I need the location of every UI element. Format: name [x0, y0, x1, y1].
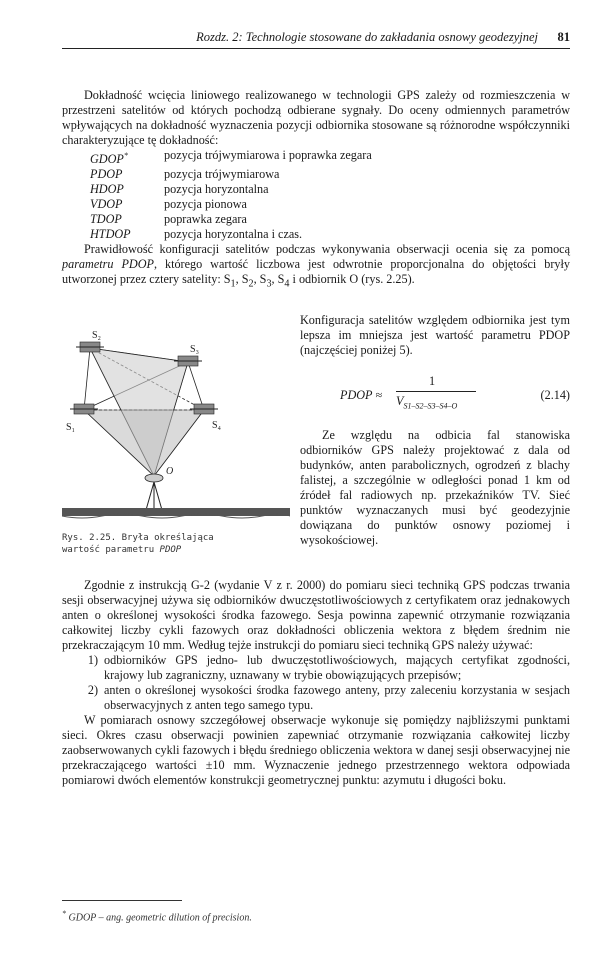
g2-section: [62, 578, 570, 788]
edge-s3-s4: [188, 362, 204, 410]
param-name: VDOP: [90, 197, 123, 212]
figure-2-25: [62, 318, 290, 530]
footnote-divider: [62, 900, 182, 901]
param-desc: pozycja horyzontalna: [164, 182, 269, 197]
running-title: Rozdz. 2: Technologie stosowane do zakładania osnowy geodezyjnej: [196, 30, 538, 44]
dop-parameter-list: [62, 148, 570, 242]
g2-paragraph: Zgodnie z instrukcją G-2 (wydanie V z r. 2000) do pomiaru sieci techniką GPS podczas trwania sesji obserwacyjnej używa się odbiorników dwuczęstotliwościowych z certyfikatem oraz jednakowych anten o określonej wysokości środka fazowego. Sesja powinna zapewnić otrzymanie rozwiązania całkowitej liczby cykli fazowych oraz dokładności obliczenia wektora z błędem średnim nie przekraczającym 10 mm. Według tejże instrukcji do pomiaru sieci techniką GPS należy używać:: [62, 578, 570, 652]
running-header: [62, 30, 570, 49]
satellite-s4: [190, 404, 218, 414]
list-item-text: anten o określonej wysokości środka fazowego anteny, przy zaleceniu korzystania w sesjach obserwacyjnych z anten tego samego typu.: [104, 683, 570, 712]
subscript: 2: [248, 278, 254, 290]
formula-2-14: [300, 374, 570, 418]
footnote-text: GDOP – ang. geometric dilution of precision.: [68, 912, 252, 924]
subscript: 1: [230, 278, 236, 290]
receiver-tripod: [145, 474, 163, 510]
page-number: 81: [557, 30, 570, 44]
param-name: HDOP: [90, 182, 124, 197]
pdop-paragraph: Prawidłowość konfiguracji satelitów podczas wykonywania obserwacji ocenia się za pomocą parametru PDOP, którego wartość liczbowa jest odwrotnie proporcjonalna do objętości bryły utworzonej przez cztery satelity: $S_1$, $S_2$, $S_3$, $S_4$ i odbiornik O (rys. 2.25).: [62, 242, 570, 290]
list-item-text: odbiorników GPS jedno- lub dwuczęstotliwościowych, mających certyfikat zgodności, krajowy lub zagraniczny, uznawany w trybie obowiązujących przepisów;: [104, 653, 570, 682]
list-item: [62, 653, 570, 683]
text-run: Prawidłowość konfiguracji satelitów podczas wykonywania obserwacji ocenia się za pomocą: [84, 242, 570, 257]
param-name: GDOP: [90, 152, 124, 167]
param-row: [62, 148, 570, 167]
pdop-right-text: Konfiguracja satelitów względem odbiornika jest tym lepsza im mniejsza jest wartość parametru PDOP (najczęściej poniżej 5).: [300, 313, 570, 357]
footnote-marker: *: [62, 909, 66, 918]
param-row: [62, 167, 570, 182]
param-desc: poprawka zegara: [164, 212, 247, 227]
emphasis: parametru PDOP: [62, 257, 154, 272]
formula-numerator: 1: [429, 374, 436, 388]
param-name: PDOP: [90, 167, 123, 182]
list-marker: 2): [87, 683, 98, 697]
detail-network-paragraph: W pomiarach osnowy szczegółowej obserwacje wykonuje się pomiędzy najbliższymi punktami sieci. Okres czasu obserwacji powinien zapewniać otrzymanie rozwiązania całkowitej liczby zaobserwowanych cykli fazowych i błędu średniego obliczenia wektora w danej sesji obserwacyjnej nie przekraczającego wartości ±10 mm. Wyznaczenie jednego przestrzennego wektora odpowiada pomiarowi dwóch elementów konstrukcji geometrycznej punktu: azymutu i długości boku.: [62, 713, 570, 787]
intro-section: [62, 88, 570, 292]
denominator-subscript: S1–S2–S3–S4–O: [403, 401, 458, 411]
param-desc: pozycja trójwymiarowa i poprawka zegara: [164, 148, 372, 162]
intro-paragraph: Dokładność wcięcia liniowego realizowanego w technologii GPS zależy od rozmieszczenia w przestrzeni satelitów od których pochodzą odbierane sygnały. Do oceny odmiennych parametrów wpływających na dokładność wyznaczenia pozycji odbiornika stosowane są różnorodne współczynniki charakteryzujące tę dokładność:: [62, 88, 570, 147]
satellite-s3: [174, 356, 202, 366]
label-s3: S₃: [190, 344, 200, 355]
edge-s2-s1: [84, 348, 90, 410]
requirements-list: [62, 653, 570, 713]
param-desc: pozycja horyzontalna i czas.: [164, 227, 303, 242]
subscript: 3: [266, 278, 272, 290]
param-desc: pozycja trójwymiarowa: [164, 167, 280, 182]
param-row: [62, 212, 570, 227]
text-run: i odbiornik O (rys. 2.25).: [289, 272, 415, 287]
list-item: [62, 683, 570, 713]
text-run: , którego wartość liczbowa jest odwrotnie proporcjonalna do objętości bryły utworzonej przez cztery satelity: S: [62, 257, 570, 287]
subscript: 4: [284, 278, 290, 290]
label-s2: S₂: [92, 330, 102, 341]
figure-caption: [62, 532, 242, 556]
footnote: [62, 906, 570, 925]
param-row: [62, 182, 570, 197]
label-s1: S₁: [66, 422, 76, 433]
equation-number: (2.14): [540, 388, 570, 402]
label-o: O: [166, 466, 174, 477]
param-row: [62, 197, 570, 212]
satellite-s2: [76, 342, 104, 352]
denominator-symbol: V: [396, 394, 404, 408]
reflection-paragraph: Ze względu na odbicia fal stanowiska odbiorników GPS należy projektować z dala od budynków, anten parabolicznych, ogrodzeń z blachy falistej, a szczególnie w odległości ponad 1 km od źródeł fal radiowych np. przekaźników TV. Sieć punktów wyznaczanych musi być geodezyjnie dowiązana do punktów osnowy poziomej i wysokościowej.: [300, 428, 570, 547]
label-s4: S₄: [212, 420, 222, 431]
caption-emphasis: PDOP: [159, 545, 182, 555]
volume-face: [84, 410, 204, 476]
fraction-bar: [396, 391, 476, 392]
satellite-geometry-illustration: [62, 318, 290, 530]
param-desc: pozycja pionowa: [164, 197, 247, 212]
param-name: HTDOP: [90, 227, 131, 242]
caption-text: Rys. 2.25. Bryła określająca wartość parametru: [62, 533, 214, 555]
param-name: TDOP: [90, 212, 122, 227]
param-row: [62, 227, 570, 242]
formula-denominator: [396, 394, 457, 413]
list-marker: 1): [87, 653, 98, 667]
formula-lhs: PDOP ≈: [340, 388, 383, 402]
satellite-s1: [70, 404, 98, 414]
ground-surface: [62, 508, 290, 518]
footnote-marker: *: [123, 151, 128, 160]
